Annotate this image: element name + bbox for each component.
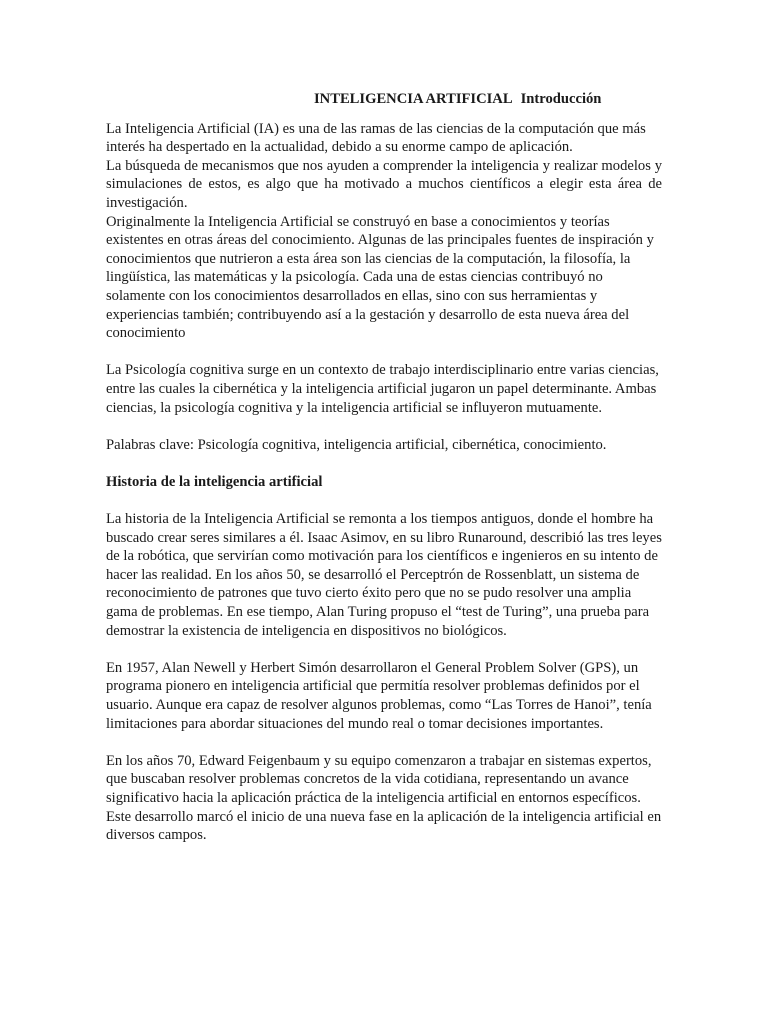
history-paragraph-3: En los años 70, Edward Feigenbaum y su equipo comenzaron a trabajar en sistemas expertos, que buscaban resolver problemas concretos de la vida cotidiana, representando un avance significativo hacia la aplicación práctica de la inteligencia artificial en entornos específicos. Este desarrollo marcó el inicio de una nueva fase en la aplicación de la inteligencia artificial en diversos campos. — [106, 752, 662, 844]
history-paragraph-1: La historia de la Inteligencia Artificial se remonta a los tiempos antiguos, donde el hombre ha buscado crear seres similares a él. Isaac Asimov, en su libro Runaround, describió las tres leyes de la robótica, que servirían como motivación para los científicos e ingenieros en su intento de hacer las realidad. En los años 50, se desarrolló el Perceptrón de Rossenblatt, un sistema de reconocimiento de patrones que tuvo cierto éxito pero que no se pudo resolver una amplia gama de problemas. En ese tiempo, Alan Turing propuso el “test de Turing”, una prueba para demostrar la existencia de inteligencia en dispositivos no biológicos. — [106, 511, 662, 639]
document-body — [106, 90, 662, 845]
document-title — [106, 90, 662, 109]
history-heading: Historia de la inteligencia artificial — [106, 473, 323, 490]
intro-paragraph-3: Originalmente la Inteligencia Artificial se construyó en base a conocimientos y teorías existentes en otras áreas del conocimiento. Algunas de las principales fuentes de inspiración y conocimientos que nutrieron a esta área son las ciencias de la computación, la filosofía, la lingüística, las matemáticas y la psicología. Cada una de estas ciencias contribuyó no solamente con los conocimientos desarrollados en ellas, sino con sus herramientas y experiencias también; contribuyendo así a la gestación y desarrollo de esta nueva área del conocimiento — [106, 213, 654, 342]
document-title-main: INTELIGENCIA ARTIFICIAL — [314, 91, 513, 107]
intro-paragraph-1: La Inteligencia Artificial (IA) es una de las ramas de las ciencias de la computación que más interés ha despertado en la actualidad, debido a su enorme campo de aplicación. — [106, 120, 646, 156]
psychology-paragraph: La Psicología cognitiva surge en un contexto de trabajo interdisciplinario entre varias ciencias, entre las cuales la cibernética y la inteligencia artificial jugaron un papel determinante. Ambas ciencias, la psicología cognitiva y la inteligencia artificial se influyeron mutuamente. — [106, 362, 659, 416]
keywords-line: Palabras clave: Psicología cognitiva, inteligencia artificial, cibernética, conocimiento. — [106, 436, 607, 453]
intro-paragraph-2: La búsqueda de mecanismos que nos ayuden a comprender la inteligencia y realizar modelos y simulaciones de estos, es algo que ha motivado a muchos científicos a elegir esta área de investigación. — [106, 157, 662, 211]
history-paragraph-2: En 1957, Alan Newell y Herbert Simón desarrollaron el General Problem Solver (GPS), un programa pionero en inteligencia artificial que permitía resolver problemas definidos por el usuario. Aunque era capaz de resolver algunos problemas, como “Las Torres de Hanoi”, tenía limitaciones para abordar situaciones del mundo real o tomar decisiones importantes. — [106, 659, 652, 732]
document-title-sub: Introducción — [520, 91, 602, 107]
